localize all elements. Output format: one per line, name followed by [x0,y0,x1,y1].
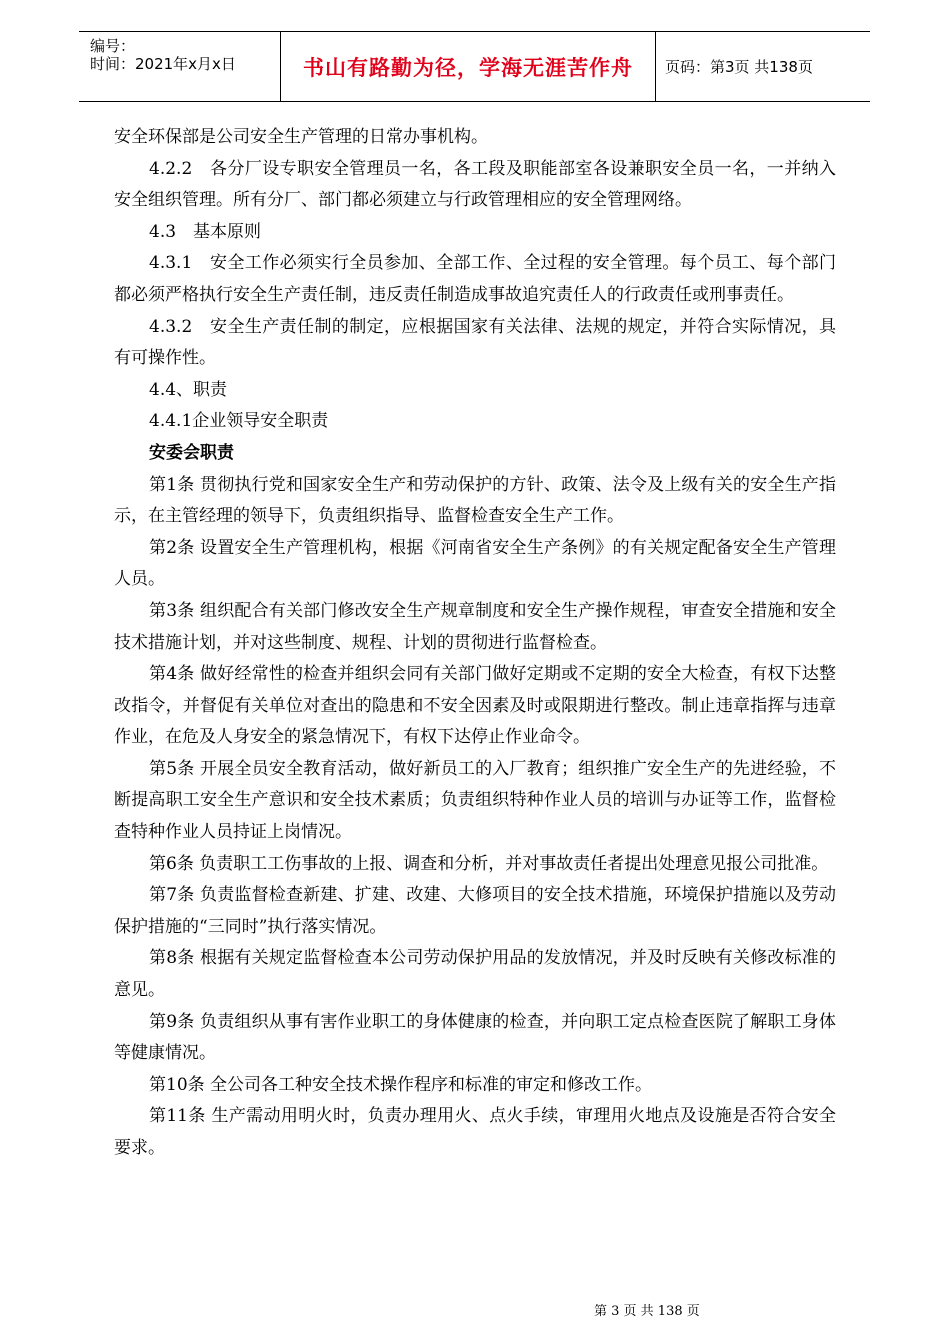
article-8: 第8条 根据有关规定监督检查本公司劳动保护用品的发放情况，并及时反映有关修改标准的意见。 [114,948,836,1001]
number-label: 编号： [90,37,136,55]
header-motto-cell [280,32,656,101]
section-heading: 4.4.1企业领导安全职责 [149,411,329,432]
header-page-info: 页码：第3页 共138页 [665,58,813,76]
section-heading: 4.3 基本原则 [149,221,262,242]
paragraph: 4.3.2 安全生产责任制的制定，应根据国家有关法律、法规的规定，并符合实际情况，具有可操作性。 [114,316,836,369]
article-3: 第3条 组织配合有关部门修改安全生产规章制度和安全生产操作规程，审查安全措施和安全技术措施计划，并对这些制度、规程、计划的贯彻进行监督检查。 [114,600,836,653]
paragraph: 4.3.1 安全工作必须实行全员参加、全部工作、全过程的安全管理。每个员工、每个部门都必须严格执行安全生产责任制，违反责任制造成事故追究责任人的行政责任或刑事责任。 [114,253,836,305]
footer-page-number: 第 3 页 共 138 页 [594,1304,700,1319]
article-7: 第7条 负责监督检查新建、扩建、改建、大修项目的安全技术措施，环境保护措施以及劳动保护措施的“三同时”执行落实情况。 [114,885,836,937]
header-meta-cell [79,32,280,101]
time-label: 时间：2021年x月x日 [90,55,236,73]
article-5: 第5条 开展全员安全教育活动，做好新员工的入厂教育；组织推广安全生产的先进经验，不断提高职工安全生产意识和安全技术素质；负责组织特种作业人员的培训与办证等工作，监督检查特种作业人员持证上岗情况。 [114,758,836,843]
paragraph: 安全环保部是公司安全生产管理的日常办事机构。 [114,127,488,147]
motto-text: 书山有路勤为径，学海无涯苦作舟 [303,56,633,80]
header-page-cell [655,32,870,101]
article-11: 第11条 生产需动用明火时，负责办理用火、点火手续，审理用火地点及设施是否符合安全要求。 [114,1106,836,1158]
document-body [114,122,836,1165]
article-1: 第1条 贯彻执行党和国家安全生产和劳动保护的方针、政策、法令及上级有关的安全生产指示，在主管经理的领导下，负责组织指导、监督检查安全生产工作。 [114,474,836,527]
section-heading: 4.4、职责 [149,379,228,400]
paragraph: 4.2.2 各分厂设专职安全管理员一名，各工段及职能部室各设兼职安全员一名，一并纳入安全组织管理。所有分厂、部门都必须建立与行政管理相应的安全管理网络。 [114,158,836,211]
article-9: 第9条 负责组织从事有害作业职工的身体健康的检查，并向职工定点检查医院了解职工身体等健康情况。 [114,1011,836,1064]
bold-heading: 安委会职责 [149,442,234,463]
page-header [79,31,870,102]
article-6: 第6条 负责职工工伤事故的上报、调查和分析，并对事故责任者提出处理意见报公司批准。 [149,853,829,874]
article-2: 第2条 设置安全生产管理机构，根据《河南省安全生产条例》的有关规定配备安全生产管理人员。 [114,537,836,590]
article-4: 第4条 做好经常性的检查并组织会同有关部门做好定期或不定期的安全大检查，有权下达整改指令，并督促有关单位对查出的隐患和不安全因素及时或限期进行整改。制止违章指挥与违章作业，在危及人身安全的紧急情况下，有权下达停止作业命令。 [114,664,836,748]
article-10: 第10条 全公司各工种安全技术操作程序和标准的审定和修改工作。 [149,1074,653,1095]
